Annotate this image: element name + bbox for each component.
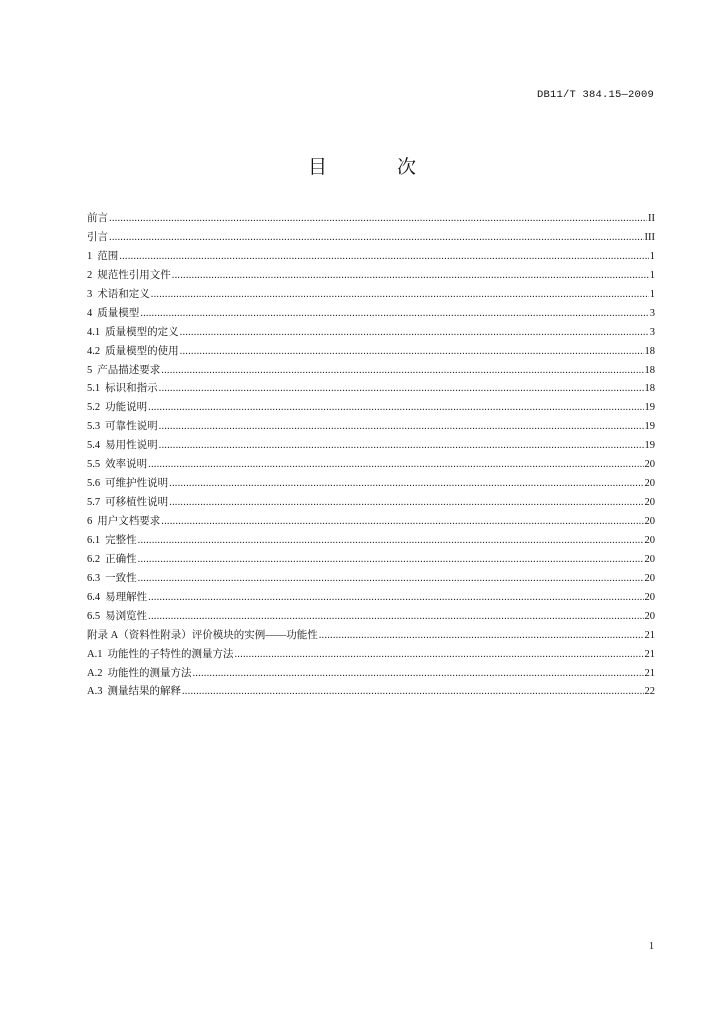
toc-entry-page: 20 bbox=[644, 478, 655, 490]
toc-entry-number: 6.4 bbox=[87, 591, 101, 603]
toc-entry-page: 3 bbox=[649, 326, 655, 338]
toc-entry-label: 引言 bbox=[87, 231, 108, 243]
toc-entry-label: 前言 bbox=[87, 213, 108, 224]
toc-entry-introduction[interactable] bbox=[87, 229, 655, 248]
toc-entry-page: 21 bbox=[644, 667, 655, 679]
toc-entry-label: 术语和定义 bbox=[97, 288, 150, 300]
toc-entry-label: 标识和指示 bbox=[105, 383, 158, 395]
toc-entry-page: 20 bbox=[644, 591, 655, 603]
toc-entry-label: 规范性引用文件 bbox=[97, 269, 171, 281]
toc-entry-page: 20 bbox=[644, 497, 655, 509]
toc-entry-1[interactable] bbox=[87, 248, 655, 267]
toc-entry-number: 5.6 bbox=[87, 478, 101, 490]
toc-entry-label: 可维护性说明 bbox=[105, 478, 169, 490]
toc-entry-label: 正确性 bbox=[105, 553, 137, 565]
toc-leader bbox=[138, 532, 644, 551]
toc-entry-number: A.2 bbox=[87, 667, 103, 679]
toc-entry-number: 4 bbox=[87, 307, 93, 319]
toc-entry-page: 18 bbox=[644, 345, 655, 357]
toc-entry-page: 18 bbox=[644, 383, 655, 395]
toc-entry-3[interactable] bbox=[87, 286, 655, 305]
toc-leader bbox=[319, 627, 644, 646]
toc-entry-page: 18 bbox=[644, 364, 655, 376]
toc-leader bbox=[180, 343, 644, 362]
toc-entry-label: 完整性 bbox=[105, 534, 137, 546]
toc-entry-number: 5.5 bbox=[87, 459, 101, 471]
toc-entry-label: 易浏览性 bbox=[105, 610, 148, 622]
toc-entry-page: 1 bbox=[649, 288, 655, 300]
toc-entry-page: 21 bbox=[644, 629, 655, 641]
toc-entry-number: 1 bbox=[87, 250, 93, 262]
toc-leader bbox=[169, 494, 643, 513]
toc-leader bbox=[138, 551, 644, 570]
toc-leader bbox=[161, 362, 643, 381]
toc-entry-page: III bbox=[644, 231, 655, 243]
toc-entry-5-7[interactable] bbox=[87, 494, 655, 513]
toc-entry-preface[interactable] bbox=[87, 210, 655, 229]
page-number: 1 bbox=[649, 941, 654, 952]
toc-entry-number: A.3 bbox=[87, 686, 103, 698]
toc-entry-number: 3 bbox=[87, 288, 93, 300]
toc-entry-page: 20 bbox=[644, 459, 655, 471]
toc-entry-label: 质量模型的使用 bbox=[105, 345, 179, 357]
toc-entry-page: 1 bbox=[649, 250, 655, 262]
toc-entry-6-3[interactable] bbox=[87, 570, 655, 589]
toc-entry-page: 19 bbox=[644, 440, 655, 452]
toc-entry-label: 易用性说明 bbox=[105, 440, 158, 452]
toc-entry-label: 效率说明 bbox=[105, 459, 148, 471]
toc-leader bbox=[148, 456, 643, 475]
document-code: DB11/T 384.15—2009 bbox=[536, 89, 654, 101]
toc-entry-4-1[interactable] bbox=[87, 324, 655, 343]
toc-entry-5[interactable] bbox=[87, 362, 655, 381]
toc-leader bbox=[148, 399, 643, 418]
toc-entry-page: 21 bbox=[644, 648, 655, 660]
toc-leader bbox=[148, 589, 643, 608]
toc-leader bbox=[180, 324, 649, 343]
toc-entry-a-1[interactable] bbox=[87, 646, 655, 665]
toc-leader bbox=[234, 646, 643, 665]
toc-entry-number: 6.2 bbox=[87, 553, 101, 565]
toc-entry-number: 4.2 bbox=[87, 345, 101, 357]
toc-entry-number: 6.3 bbox=[87, 572, 101, 584]
toc-entry-page: 20 bbox=[644, 610, 655, 622]
toc-entry-label: 易理解性 bbox=[105, 591, 148, 603]
toc-entry-label: 产品描述要求 bbox=[97, 364, 161, 376]
toc-leader bbox=[151, 286, 649, 305]
toc-entry-label: 功能说明 bbox=[105, 402, 148, 414]
table-of-contents bbox=[87, 210, 655, 702]
toc-entry-label: 质量模型的定义 bbox=[105, 326, 179, 338]
toc-entry-label: 用户文档要求 bbox=[97, 516, 161, 527]
toc-entry-page: 20 bbox=[644, 534, 655, 546]
toc-entry-label: 质量模型 bbox=[97, 307, 140, 319]
toc-entry-6-2[interactable] bbox=[87, 551, 655, 570]
toc-leader bbox=[159, 380, 644, 399]
toc-entry-number: 4.1 bbox=[87, 326, 101, 338]
toc-leader bbox=[109, 229, 644, 248]
toc-entry-number: 6.1 bbox=[87, 534, 101, 546]
toc-entry-label: 可靠性说明 bbox=[105, 421, 158, 433]
toc-entry-number: 5.1 bbox=[87, 383, 101, 395]
toc-entry-appendix-a[interactable] bbox=[87, 627, 655, 646]
toc-entry-5-3[interactable] bbox=[87, 418, 655, 437]
toc-entry-page: 3 bbox=[649, 307, 655, 319]
toc-entry-label: 测量结果的解释 bbox=[107, 686, 181, 698]
toc-entry-6-1[interactable] bbox=[87, 532, 655, 551]
toc-leader bbox=[140, 305, 649, 324]
toc-entry-page: 20 bbox=[644, 516, 655, 527]
toc-leader bbox=[182, 683, 644, 702]
toc-entry-a-2[interactable] bbox=[87, 665, 655, 684]
toc-entry-page: 22 bbox=[644, 686, 655, 698]
toc-entry-5-2[interactable] bbox=[87, 399, 655, 418]
toc-entry-page: 1 bbox=[649, 269, 655, 281]
toc-entry-number: 2 bbox=[87, 269, 93, 281]
toc-entry-5-5[interactable] bbox=[87, 456, 655, 475]
toc-entry-label: 一致性 bbox=[105, 572, 137, 584]
toc-entry-number: 6.5 bbox=[87, 610, 101, 622]
toc-title: 目 次 bbox=[307, 156, 449, 178]
toc-leader bbox=[148, 608, 643, 627]
toc-leader bbox=[159, 418, 644, 437]
toc-entry-number: 5.3 bbox=[87, 421, 101, 433]
toc-entry-number: 6 bbox=[87, 516, 93, 527]
toc-entry-5-1[interactable] bbox=[87, 380, 655, 399]
toc-entry-page: 19 bbox=[644, 402, 655, 414]
toc-leader bbox=[169, 475, 643, 494]
toc-entry-number: 5.7 bbox=[87, 497, 101, 509]
toc-leader bbox=[109, 210, 647, 229]
toc-entry-number: A.1 bbox=[87, 648, 103, 660]
toc-entry-page: 19 bbox=[644, 421, 655, 433]
toc-leader bbox=[159, 437, 644, 456]
toc-entry-label: 功能性的测量方法 bbox=[107, 667, 192, 679]
toc-leader bbox=[172, 267, 649, 286]
toc-entry-2[interactable] bbox=[87, 267, 655, 286]
toc-entry-page: 20 bbox=[644, 553, 655, 565]
toc-entry-number: 5.4 bbox=[87, 440, 101, 452]
toc-entry-4[interactable] bbox=[87, 305, 655, 324]
toc-entry-page: II bbox=[648, 213, 655, 224]
toc-leader bbox=[138, 570, 644, 589]
toc-leader bbox=[119, 248, 649, 267]
toc-leader bbox=[192, 665, 643, 684]
toc-entry-page: 20 bbox=[644, 572, 655, 584]
toc-entry-5-6[interactable] bbox=[87, 475, 655, 494]
toc-entry-5-4[interactable] bbox=[87, 437, 655, 456]
toc-leader bbox=[161, 513, 643, 532]
toc-entry-4-2[interactable] bbox=[87, 343, 655, 362]
toc-entry-label: 范围 bbox=[97, 250, 119, 262]
toc-entry-label: 可移植性说明 bbox=[105, 497, 169, 509]
toc-entry-label: 附录 A（资料性附录）评价模块的实例——功能性 bbox=[87, 629, 318, 641]
toc-entry-6[interactable] bbox=[87, 513, 655, 532]
toc-entry-number: 5 bbox=[87, 364, 93, 376]
toc-entry-label: 功能性的子特性的测量方法 bbox=[107, 648, 234, 660]
toc-entry-6-5[interactable] bbox=[87, 608, 655, 627]
toc-entry-number: 5.2 bbox=[87, 402, 101, 414]
toc-entry-a-3[interactable] bbox=[87, 683, 655, 702]
toc-entry-6-4[interactable] bbox=[87, 589, 655, 608]
